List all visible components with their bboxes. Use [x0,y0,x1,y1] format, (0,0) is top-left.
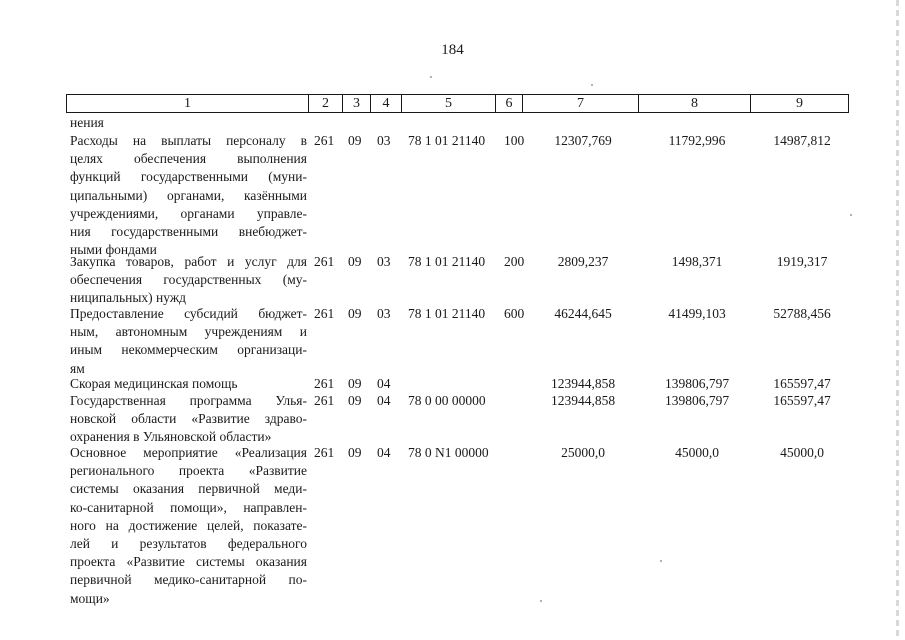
row-name-line: учреждениями, органами управле- [70,205,307,221]
col-7-value: 12307,769 [554,133,612,148]
col-3-value: 09 [348,376,362,391]
row-name-line: ного на достижение целей, показате- [70,517,307,533]
row-name-line: Государственная программа Улья- [70,393,307,408]
column-header-2: 2 [309,95,343,113]
row-name-line: иным некоммерческим организаци- [70,342,307,358]
col-5-value: 78 1 01 21140 [408,254,486,269]
row-name-line: ным, автономным учреждениям и [70,324,307,340]
row-name-line: системы оказания первичной меди- [70,481,307,497]
scan-speck [660,560,662,562]
col-3-value: 09 [348,306,362,321]
row-name-line: ния государственными внебюджет- [70,224,307,240]
row-name-line: нения [70,115,104,130]
col-3-value: 09 [348,133,362,148]
column-header-6: 6 [496,95,523,113]
col-9-value: 1919,317 [776,254,828,269]
row-name [70,444,307,608]
scan-speck [430,76,432,78]
col-7-value: 123944,858 [550,376,616,391]
column-header-4: 4 [371,95,402,113]
col-4-value: 03 [377,254,391,269]
row-name-line: целях обеспечения выполнения [70,151,307,167]
row-name-line: ными фондами [70,242,157,258]
column-header-1: 1 [67,95,309,113]
col-8-value: 1498,371 [671,254,723,269]
col-6-value: 200 [504,254,525,269]
row-name-line: регионального проекта «Развитие [70,463,307,479]
col-9-value: 14987,812 [773,133,831,148]
col-6-value: 600 [504,306,525,321]
col-4-value: 04 [377,445,391,460]
col-3-value: 09 [348,254,362,269]
col-9-value: 165597,47 [773,376,831,391]
column-header-5: 5 [402,95,496,113]
col-7-value: 46244,645 [554,306,612,321]
col-8-value: 45000,0 [675,445,719,460]
column-header-3: 3 [343,95,371,113]
col-5-value: 78 1 01 21140 [408,306,486,321]
col-4-value: 04 [377,376,391,391]
row-name-line: Расходы на выплаты персоналу в [70,133,307,148]
row-name [70,392,307,447]
col-5-value: 78 1 01 21140 [408,133,486,148]
col-4-value: 04 [377,393,391,408]
col-3-value: 09 [348,445,362,460]
row-name [70,132,307,259]
column-header-9: 9 [751,95,849,113]
column-header-8: 8 [639,95,751,113]
row-name-line: мощи» [70,590,110,606]
row-name-line: ко-санитарной помощи», направлен- [70,499,307,515]
col-8-value: 11792,996 [668,133,726,148]
row-name-line: функций государственными (муни- [70,169,307,185]
col-2-value: 261 [314,376,335,391]
row-name-line: Основное мероприятие «Реализация [70,445,307,460]
row-name-line: Закупка товаров, работ и услуг для [70,254,307,269]
row-name [70,305,307,378]
column-header-row [66,94,849,113]
col-8-value: 41499,103 [668,306,726,321]
col-8-value: 139806,797 [664,393,730,408]
col-5-value: 78 0 00 00000 [408,393,486,408]
row-name-line: ципальными) органами, казёнными [70,187,307,203]
row-name-line: первичной медико-санитарной по- [70,572,307,588]
row-name-line: ям [70,360,85,376]
row-name-line: новской области «Развитие здраво- [70,411,307,427]
col-2-value: 261 [314,254,335,269]
col-8-value: 139806,797 [664,376,730,391]
scan-speck [591,84,593,86]
row-name-line: лей и результатов федерального [70,536,307,552]
col-9-value: 52788,456 [773,306,831,321]
col-2-value: 261 [314,133,335,148]
col-9-value: 45000,0 [780,445,824,460]
col-2-value: 261 [314,393,335,408]
row-name-line: обеспечения государственных (му- [70,272,307,288]
col-9-value: 165597,47 [773,393,831,408]
scan-speck [850,214,852,216]
row-name-line: ниципальных) нужд [70,290,187,306]
col-2-value: 261 [314,445,335,460]
row-name [70,375,307,393]
column-header-7: 7 [523,95,639,113]
col-7-value: 25000,0 [561,445,605,460]
col-4-value: 03 [377,306,391,321]
col-7-value: 2809,237 [557,254,609,269]
row-name-line: охранения в Ульяновской области» [70,429,272,445]
page-number: 184 [441,42,464,58]
row-name [70,114,307,132]
col-5-value: 78 0 N1 00000 [408,445,489,460]
row-name [70,253,307,308]
col-3-value: 09 [348,393,362,408]
col-4-value: 03 [377,133,391,148]
col-6-value: 100 [504,133,525,148]
row-name-line: Скорая медицинская помощь [70,376,238,391]
scan-speck [540,600,542,602]
scan-edge-artifact [896,0,899,640]
col-7-value: 123944,858 [550,393,616,408]
row-name-line: проекта «Развитие системы оказания [70,554,307,570]
col-2-value: 261 [314,306,335,321]
row-name-line: Предоставление субсидий бюджет- [70,306,307,321]
